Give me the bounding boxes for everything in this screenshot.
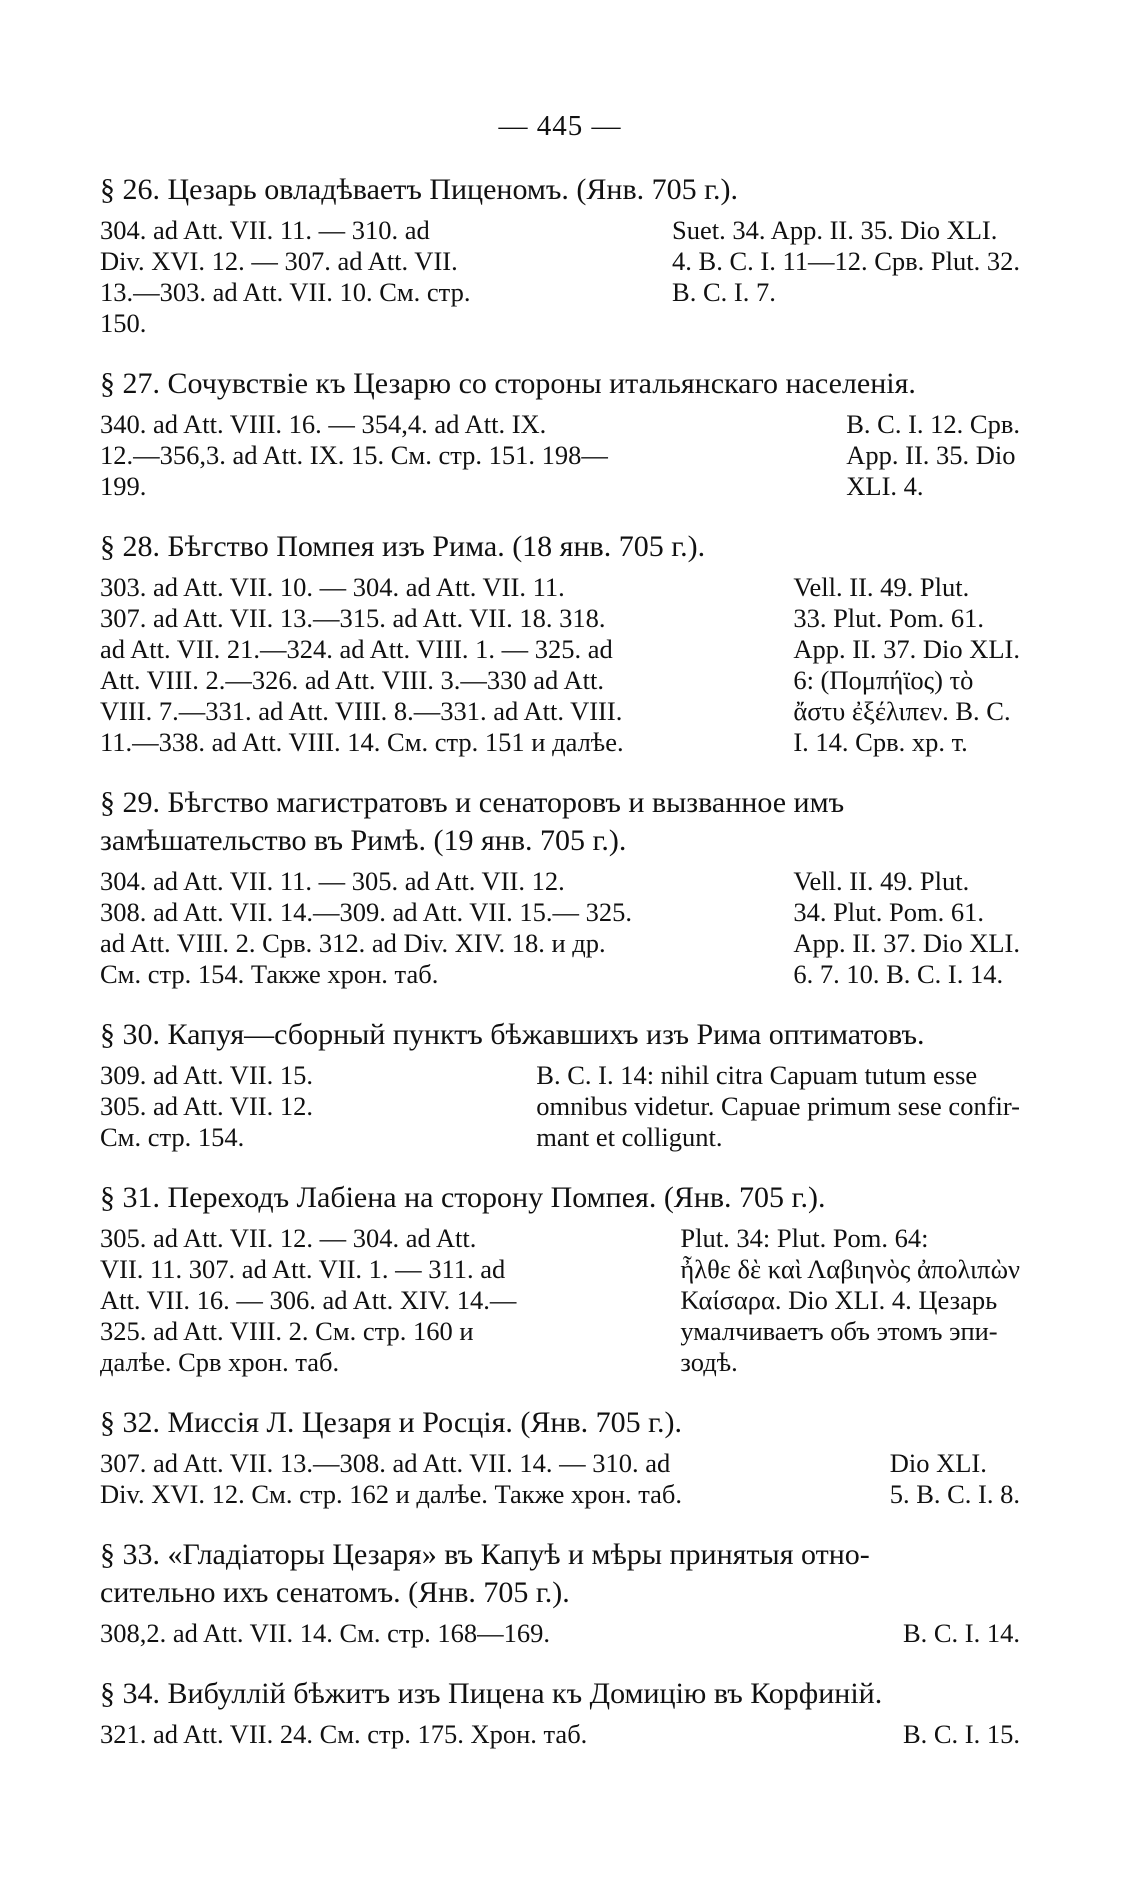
reference-line: ἦλθε δὲ καὶ Λαβιηνὸς ἀπολιπὼν xyxy=(680,1254,1020,1284)
reference-line: 199. xyxy=(100,471,147,501)
references-left-column xyxy=(100,1618,550,1649)
references-right-column xyxy=(793,866,1020,990)
reference-line: 303. ad Att. VII. 10. — 304. ad Att. VII. 11. xyxy=(100,572,565,602)
reference-line: См. стр. 154. xyxy=(100,1122,245,1152)
reference-line: XLI. 4. xyxy=(846,471,924,501)
reference-line: ἄστυ ἐξέλιπεν. B. C. xyxy=(793,696,1011,726)
section xyxy=(100,1016,1020,1153)
reference-line: mant et colligunt. xyxy=(536,1122,723,1152)
reference-line: Dio XLI. xyxy=(889,1448,987,1478)
section xyxy=(100,1675,1020,1750)
section xyxy=(100,171,1020,339)
reference-line: 11.—338. ad Att. VIII. 14. См. стр. 151 и далѣе. xyxy=(100,727,624,757)
reference-line: 305. ad Att. VII. 12. xyxy=(100,1091,313,1121)
section-columns xyxy=(100,572,1020,758)
reference-line: App. II. 37. Dio XLI. xyxy=(793,928,1020,958)
reference-line: Suet. 34. App. II. 35. Dio XLI. xyxy=(672,215,998,245)
section-columns xyxy=(100,1448,1020,1510)
reference-line: Plut. 34: Plut. Pom. 64: xyxy=(680,1223,929,1253)
reference-line: 150. xyxy=(100,308,147,338)
section-heading: § 34. Вибуллій бѣжитъ изъ Пицена къ Домицію въ Корфиній. xyxy=(100,1677,883,1710)
references-right-column xyxy=(903,1618,1020,1649)
reference-line: ad Att. VIII. 2. Срв. 312. ad Div. XIV. 18. и др. xyxy=(100,928,606,958)
reference-line: omnibus videtur. Capuae primum sese confir- xyxy=(536,1091,1020,1121)
references-left-column xyxy=(100,215,470,339)
reference-line: 304. ad Att. VII. 11. — 305. ad Att. VII. 12. xyxy=(100,866,565,896)
references-right-column xyxy=(846,409,1020,502)
section-columns xyxy=(100,215,1020,339)
references-right-column xyxy=(793,572,1020,758)
references-left-column xyxy=(100,1719,587,1750)
references-right-column xyxy=(890,1448,1020,1510)
reference-line: I. 14. Срв. хр. т. xyxy=(793,727,968,757)
reference-line: B. C. I. 12. Срв. xyxy=(846,409,1020,439)
section xyxy=(100,1404,1020,1510)
reference-line: 13.—303. ad Att. VII. 10. См. стр. xyxy=(100,277,471,307)
references-right-column xyxy=(672,215,1020,339)
references-left-column xyxy=(100,866,632,990)
references-right-column xyxy=(903,1719,1020,1750)
section xyxy=(100,1179,1020,1378)
reference-line: 305. ad Att. VII. 12. — 304. ad Att. xyxy=(100,1223,477,1253)
reference-line: 33. Plut. Pom. 61. xyxy=(793,603,985,633)
section-heading: § 26. Цезарь овладѣваетъ Пиценомъ. (Янв. 705 г.). xyxy=(100,173,739,206)
references-left-column xyxy=(100,1060,313,1153)
section xyxy=(100,528,1020,758)
reference-line: 325. ad Att. VIII. 2. См. стр. 160 и xyxy=(100,1316,474,1346)
reference-line: Att. VII. 16. — 306. ad Att. XIV. 14.— xyxy=(100,1285,517,1315)
section xyxy=(100,1536,1020,1649)
reference-line: 308. ad Att. VII. 14.—309. ad Att. VII. 15.— 325. xyxy=(100,897,632,927)
reference-line: App. II. 37. Dio XLI. xyxy=(793,634,1020,664)
reference-line: 307. ad Att. VII. 13.—308. ad Att. VII. 14. — 310. ad xyxy=(100,1448,671,1478)
reference-line: 340. ad Att. VIII. 16. — 354,4. ad Att. IX. xyxy=(100,409,547,439)
reference-line: зодѣ. xyxy=(680,1347,738,1377)
reference-line: 4. B. C. I. 11—12. Срв. Plut. 32. xyxy=(672,246,1020,276)
reference-line: 12.—356,3. ad Att. IX. 15. См. стр. 151. 198— xyxy=(100,440,608,470)
section-columns xyxy=(100,1223,1020,1378)
reference-line: 6: (Πομπήϊος) τὸ xyxy=(793,665,974,695)
reference-line: B. C. I. 14. xyxy=(902,1618,1020,1648)
reference-line: далѣе. Срв хрон. таб. xyxy=(100,1347,340,1377)
section-columns xyxy=(100,866,1020,990)
section-heading: § 29. Бѣгство магистратовъ и сенаторовъ и вызванное имъ замѣшательство въ Римѣ. (19 янв. 705 г.). xyxy=(100,786,845,857)
section-columns xyxy=(100,1618,1020,1649)
reference-line: 6. 7. 10. B. C. I. 14. xyxy=(793,959,1004,989)
section-heading: § 31. Переходъ Лабіена на сторону Помпея. (Янв. 705 г.). xyxy=(100,1181,826,1214)
sections-container xyxy=(100,171,1020,1750)
reference-line: См. стр. 154. Также хрон. таб. xyxy=(100,959,439,989)
references-left-column xyxy=(100,1223,516,1378)
reference-line: VII. 11. 307. ad Att. VII. 1. — 311. ad xyxy=(100,1254,506,1284)
reference-line: B. C. I. 7. xyxy=(672,277,776,307)
reference-line: Vell. II. 49. Plut. xyxy=(793,866,970,896)
reference-line: 309. ad Att. VII. 15. xyxy=(100,1060,313,1090)
reference-line: B. C. I. 15. xyxy=(902,1719,1020,1749)
reference-line: Καίσαρα. Dio XLI. 4. Цезарь xyxy=(680,1285,998,1315)
reference-line: Vell. II. 49. Plut. xyxy=(793,572,970,602)
reference-line: 308,2. ad Att. VII. 14. См. стр. 168—169. xyxy=(100,1618,550,1648)
reference-line: B. C. I. 14: nihil citra Capuam tutum esse xyxy=(536,1060,978,1090)
section-heading: § 33. «Гладіаторы Цезаря» въ Капуѣ и мѣры принятыя отно- сительно ихъ сенатомъ. (Янв. 705 г.). xyxy=(100,1538,870,1609)
reference-line: 5. B. C. I. 8. xyxy=(889,1479,1020,1509)
section-columns xyxy=(100,1719,1020,1750)
references-right-column xyxy=(680,1223,1020,1378)
reference-line: 304. ad Att. VII. 11. — 310. ad xyxy=(100,215,430,245)
reference-line: 34. Plut. Pom. 61. xyxy=(793,897,985,927)
reference-line: App. II. 35. Dio xyxy=(846,440,1016,470)
references-left-column xyxy=(100,572,624,758)
references-left-column xyxy=(100,1448,682,1510)
references-right-column xyxy=(536,1060,1020,1153)
reference-line: 321. ad Att. VII. 24. См. стр. 175. Хрон. таб. xyxy=(100,1719,588,1749)
section-heading: § 28. Бѣгство Помпея изъ Рима. (18 янв. 705 г.). xyxy=(100,530,706,563)
reference-line: Att. VIII. 2.—326. ad Att. VIII. 3.—330 ad Att. xyxy=(100,665,604,695)
section-heading: § 30. Капуя—сборный пунктъ бѣжавшихъ изъ Рима оптиматовъ. xyxy=(100,1018,925,1051)
reference-line: ad Att. VII. 21.—324. ad Att. VIII. 1. — 325. ad xyxy=(100,634,613,664)
page-number: — 445 — xyxy=(498,110,622,142)
section xyxy=(100,784,1020,990)
reference-line: 307. ad Att. VII. 13.—315. ad Att. VII. 18. 318. xyxy=(100,603,606,633)
references-left-column xyxy=(100,409,608,502)
reference-line: умалчиваетъ объ этомъ эпи- xyxy=(680,1316,998,1346)
reference-line: VIII. 7.—331. ad Att. VIII. 8.—331. ad Att. VIII. xyxy=(100,696,623,726)
reference-line: Div. XVI. 12. — 307. ad Att. VII. xyxy=(100,246,458,276)
section-columns xyxy=(100,1060,1020,1153)
section-heading: § 32. Миссія Л. Цезаря и Росція. (Янв. 705 г.). xyxy=(100,1406,683,1439)
section xyxy=(100,365,1020,502)
section-columns xyxy=(100,409,1020,502)
section-heading: § 27. Сочувствіе къ Цезарю со стороны итальянскаго населенія. xyxy=(100,367,916,400)
reference-line: Div. XVI. 12. См. стр. 162 и далѣе. Также хрон. таб. xyxy=(100,1479,682,1509)
